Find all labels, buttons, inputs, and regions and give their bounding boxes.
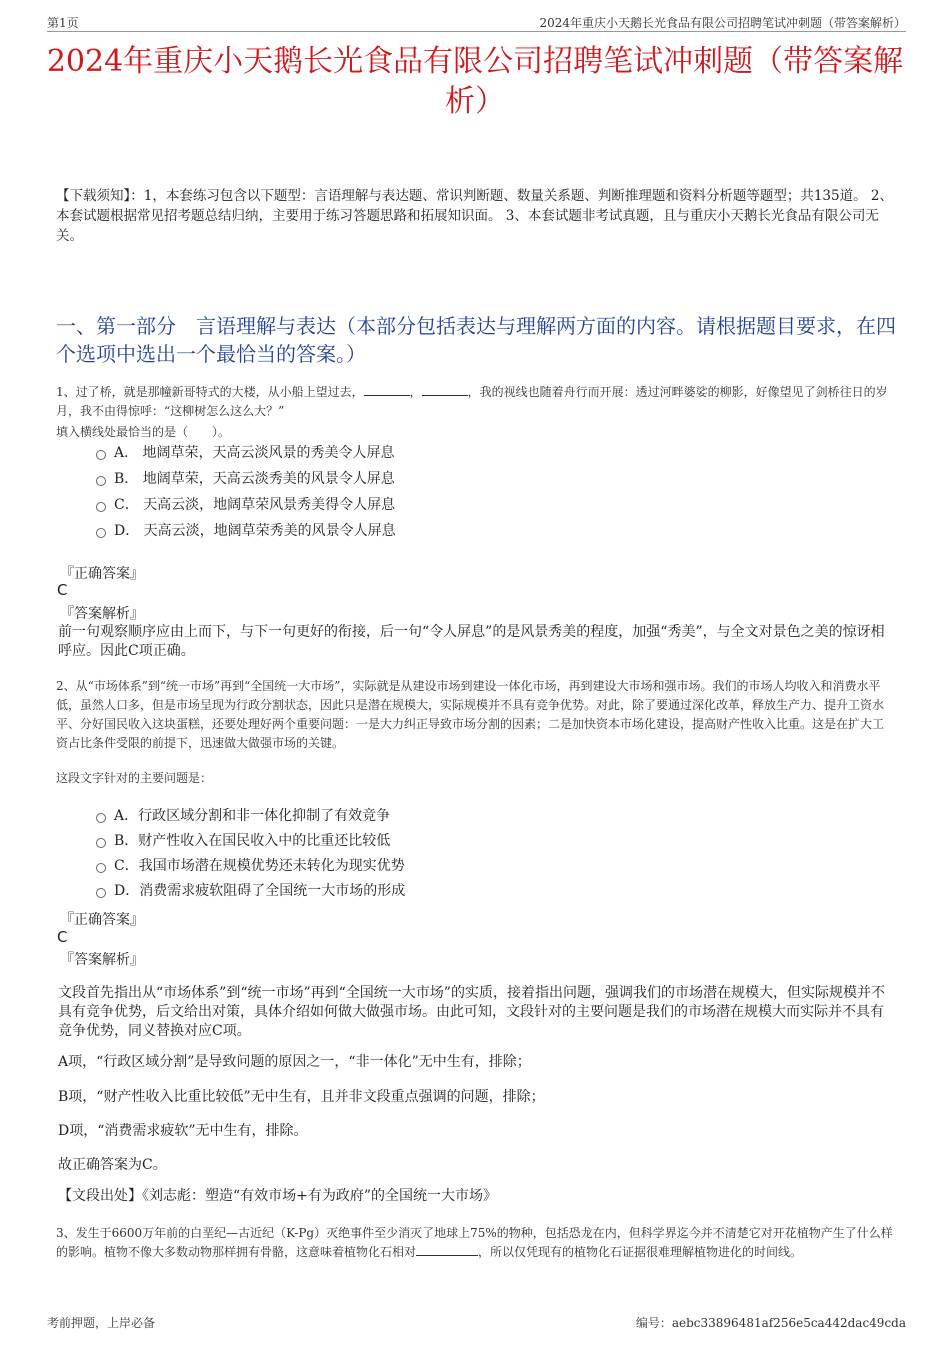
question-3-stem [56, 1224, 894, 1262]
page-number: 第1页 [47, 16, 79, 30]
question-1-stem-separator: ， [409, 385, 422, 399]
option-label: C． 天高云淡，地阔草荣风景秀美得令人屏息 [114, 497, 396, 513]
question-2-stem: 2、从“市场体系”到“统一市场”再到“全国统一大市场”，实际就是从建设市场到建设一体化市场，再到建设大市场和强市场。我们的市场人均收入和消费水平低，虽然人口多，但是市场呈现为行政分割状态，因此只是潜在规模大，实际规模并不具有竞争优势。对此，除了要通过深化改革，释放生产力、提升工资水平、分好国民收入这块蛋糕，还要处理好两个重要问题：一是大力纠正导致市场分割的因素；二是加快资本市场化建设，提高财产性收入比重。这是在扩大工资占比条件受限的前提下，迅速做大做强市场的关键。 [56, 679, 885, 750]
question-2-option-c[interactable] [96, 856, 405, 876]
download-notice: 【下载须知】：1，本套练习包含以下题型：言语理解与表达题、常识判断题、数量关系题、判断推理题和资料分析题等题型；共135道。 2、本套试题根据常见招考题总结归纳，主要用于练习答题思路和拓展知识面。 3、本套试题非考试真题，且与重庆小天鹅长光食品有限公司无关。 [56, 188, 893, 244]
question-2-option-a[interactable] [96, 806, 390, 826]
question-1-stem-part-b: ，我的视线也随着舟行而开展：透过河畔婆娑的柳影，好像望见了剑桥往日的岁月，我不由得惊呼：“这柳树怎么这么大？” [56, 385, 888, 418]
question-3-stem-part-b: ，所以仅凭现有的植物化石证据很难理解植物进化的时间线。 [478, 1245, 803, 1259]
question-2-note-b: B项，“财产性收入比重比较低”无中生有，且并非文段重点强调的问题，排除； [58, 1089, 545, 1105]
question-2-analysis: 文段首先指出从“市场体系”到“统一市场”再到“全国统一大市场”的实质，接着指出问题，强调我们的市场潜在规模大，但实际规模并不具有竞争优势，后文给出对策，具体介绍如何做大做强市场。由此可知，文段针对的主要问题是我们的市场潜在规模大而实际并不具有竞争优势，同义替换对应C项。 [58, 985, 885, 1039]
radio-icon[interactable] [96, 450, 106, 460]
option-label: D． 天高云淡，地阔草荣秀美的风景令人屏息 [114, 523, 396, 539]
question-3-stem-part-a: 3、发生于6600万年前的白垩纪—古近纪（K-Pg）灭绝事件至少消灭了地球上75%的物种，包括恐龙在内，但科学界迄今并不清楚它对开花植物产生了什么样的影响。植物不像大多数动物那样拥有骨骼，这意味着植物化石相对 [56, 1226, 893, 1259]
page-title: 2024年重庆小天鹅长光食品有限公司招聘笔试冲刺题（带答案解析） [46, 44, 904, 119]
fill-blank-2 [422, 383, 468, 396]
question-2-answer: C [57, 928, 68, 946]
radio-icon[interactable] [96, 528, 106, 538]
option-label: B． 地阔草荣，天高云淡秀美的风景令人屏息 [114, 471, 395, 487]
fill-blank-1 [364, 383, 410, 396]
question-1-stem-part-a: 1、过了桥，就是那幢新哥特式的大楼，从小船上望过去， [56, 385, 364, 399]
header-divider [47, 31, 906, 32]
question-1-answer: C [57, 581, 68, 599]
radio-icon[interactable] [96, 888, 106, 898]
question-1-analysis: 前一句观察顺序应由上而下，与下一句更好的衔接，后一句“令人屏息”的是风景秀美的程度，加强“秀美”，与全文对景色之美的惊讶相呼应。因此C项正确。 [58, 624, 885, 659]
radio-icon[interactable] [96, 476, 106, 486]
footer-slogan: 考前押题，上岸必备 [47, 1316, 156, 1330]
radio-icon[interactable] [96, 502, 106, 512]
section-heading: 一、第一部分 言语理解与表达（本部分包括表达与理解两方面的内容。请根据题目要求，在四个选项中选出一个最恰当的答案。） [56, 314, 896, 366]
fill-blank-3 [416, 1243, 478, 1256]
radio-icon[interactable] [96, 838, 106, 848]
question-2-prompt: 这段文字针对的主要问题是： [56, 771, 213, 785]
question-2-note-a: A项，“行政区域分割”是导致问题的原因之一，“非一体化”无中生有，排除； [58, 1054, 531, 1070]
question-1-answer-label: 『正确答案』 [60, 566, 144, 582]
question-1-option-a[interactable] [96, 443, 395, 463]
radio-icon[interactable] [96, 863, 106, 873]
question-1-stem [56, 383, 894, 421]
header-doc-title: 2024年重庆小天鹅长光食品有限公司招聘笔试冲刺题（带答案解析） [539, 16, 906, 30]
question-1-option-d[interactable] [96, 521, 396, 541]
question-2-conclusion: 故正确答案为C。 [58, 1157, 167, 1173]
question-2-analysis-label: 『答案解析』 [60, 952, 144, 968]
option-label: C．我国市场潜在规模优势还未转化为现实优势 [114, 858, 405, 874]
question-2-answer-label: 『正确答案』 [60, 912, 144, 928]
question-1-analysis-label: 『答案解析』 [60, 606, 144, 622]
option-label: A．行政区域分割和非一体化抑制了有效竞争 [114, 808, 391, 824]
question-2-source: 【文段出处】《刘志彪：塑造“有效市场+有为政府”的全国统一大市场》 [58, 1188, 498, 1204]
option-label: B．财产性收入在国民收入中的比重还比较低 [114, 833, 391, 849]
question-1-option-c[interactable] [96, 495, 395, 515]
question-2-option-d[interactable] [96, 881, 405, 901]
footer-doc-id: 编号：aebc33896481af256e5ca442dac49cda [635, 1316, 906, 1330]
question-2-option-b[interactable] [96, 831, 390, 851]
option-label: A． 地阔草荣，天高云淡风景的秀美令人屏息 [114, 445, 395, 461]
question-2-note-d: D项，“消费需求疲软”无中生有，排除。 [58, 1123, 308, 1139]
radio-icon[interactable] [96, 813, 106, 823]
option-label: D．消费需求疲软阻碍了全国统一大市场的形成 [114, 883, 406, 899]
question-1-option-b[interactable] [96, 469, 395, 489]
question-1-prompt: 填入横线处最恰当的是（ ）。 [56, 425, 231, 439]
